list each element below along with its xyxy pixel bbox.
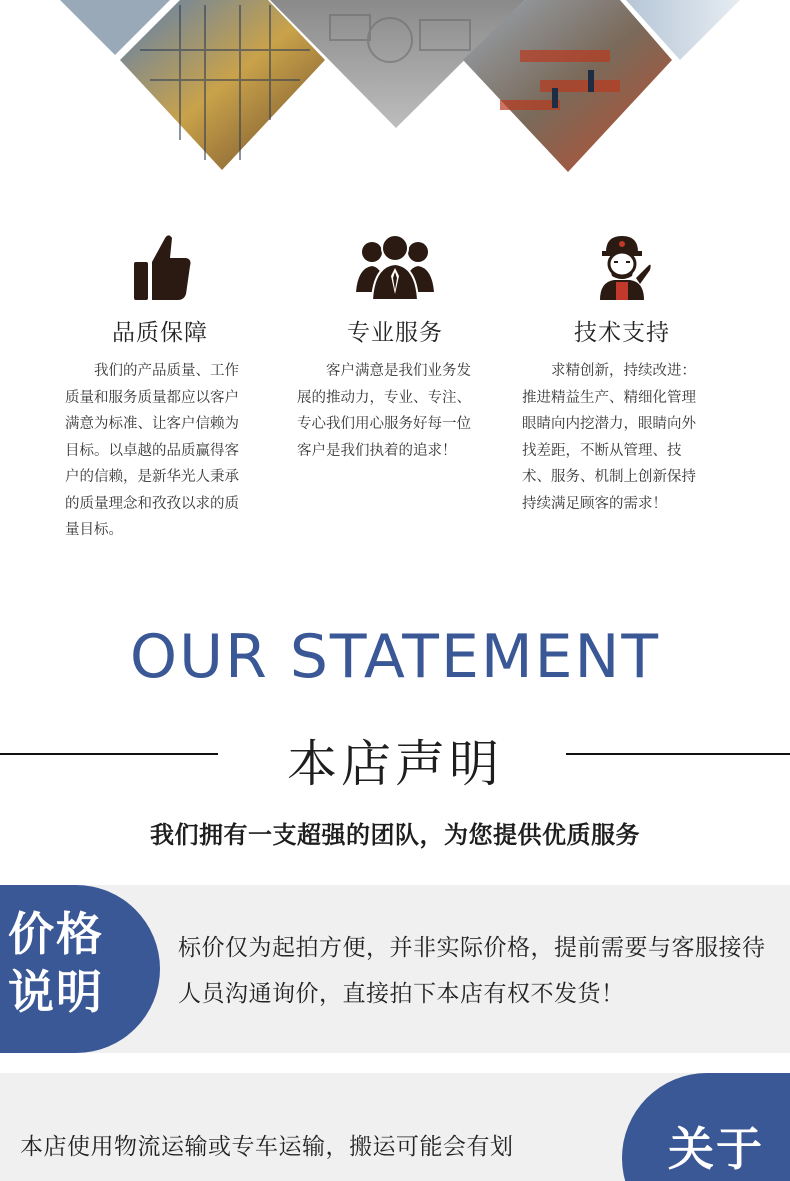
feature-description: 求精创新，持续改进：推进精益生产、精细化管理眼睛向内挖潜力，眼睛向外找差距，不断从管理、技术、服务、机制上创新保持持续满足顾客的需求！ <box>522 363 696 512</box>
feature-title: 专业服务 <box>347 320 443 346</box>
team-icon <box>295 232 495 304</box>
shipping-notice-badge-label: 关于 <box>668 1122 764 1176</box>
statement-heading-english: OUR STATEMENT <box>129 622 661 692</box>
hero-diamonds-graphic <box>0 0 790 180</box>
feature-title: 品质保障 <box>112 320 208 346</box>
hero-photo-factory-hall <box>120 0 325 170</box>
hero-photo-collage <box>0 0 790 180</box>
price-notice-badge-label: 价格说明 <box>8 907 104 1019</box>
feature-description: 我们的产品质量、工作质量和服务质量都应以客户满意为标准、让客户信赖为目标。以卓越的品质赢得客户的信赖，是新华光人秉承的质量理念和孜孜以求的质量目标。 <box>65 363 239 538</box>
statement-heading-chinese: 本店声明 <box>287 735 503 793</box>
shipping-notice-text: 本店使用物流运输或专车运输，搬运可能会有划 <box>20 1134 514 1160</box>
feature-title: 技术支持 <box>574 320 670 346</box>
feature-description: 客户满意是我们业务发展的推动力，专业、专注、专心我们用心服务好每一位客户是我们执着的追求！ <box>297 363 471 459</box>
thumbs-up-icon <box>62 232 262 304</box>
price-notice-text: 标价仅为起拍方便，并非实际价格，提前需要与客服接待人员沟通询价，直接拍下本店有权不发货！ <box>178 935 766 1007</box>
engineer-icon <box>522 232 722 304</box>
statement-subtitle: 我们拥有一支超强的团队，为您提供优质服务 <box>150 821 640 849</box>
